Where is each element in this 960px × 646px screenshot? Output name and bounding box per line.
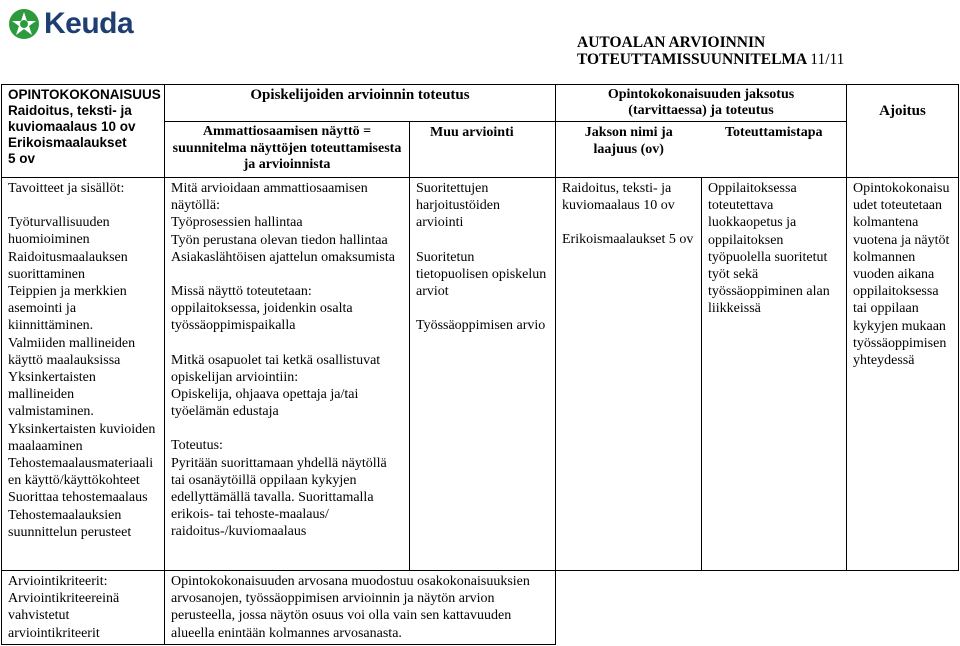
method-column-header: Toteuttamistapa xyxy=(702,122,847,178)
doc-title-line1: AUTOALAN ARVIOINNIN xyxy=(577,34,766,51)
grade-cell: Opintokokonaisuuden arvosana muodostuu osakokonaisuuksien arvosanojen, työssäoppimisen arvioinnin ja näytön arvion perusteella, jossa näytön osuus voi olla vain sen kattavuuden alueella enintään kolmannes arvosanasta. xyxy=(165,571,556,645)
other-assessment-header: Muu arviointi xyxy=(410,122,556,178)
assessment-group-header: Opiskelijoiden arvioinnin toteutus xyxy=(165,85,556,122)
demo-column-header: Ammattiosaamisen näyttö = suunnitelma näyttöjen toteuttamisesta ja arvioinnista xyxy=(165,122,410,178)
page-number: 11/11 xyxy=(810,51,845,68)
module-header: OPINTOKOKONAISUUS Raidoitus, teksti- ja kuviomaalaus 10 ov Erikoismaalaukset 5 ov xyxy=(2,85,165,178)
timing-cell: Opintokokonaisuudet toteutetaan kolmantena vuotena ja näytöt kolmannen vuoden aikana oppilaitoksessa tai oppilaan kykyjen mukaan työssäoppimisen yhteydessä xyxy=(847,178,959,571)
logo-text: Keuda xyxy=(44,7,134,40)
period-column-header: Jakson nimi ja laajuus (ov) xyxy=(556,122,702,178)
timing-header: Ajoitus xyxy=(847,85,959,178)
other-assessment-cell: Suoritettujen harjoitustöiden arviointi Suoritetun tietopuolisen opiskelun arviot Työssäoppimisen arvio xyxy=(410,178,556,571)
doc-title-line2: TOTEUTTAMISSUUNNITELMA xyxy=(577,51,807,68)
document-title xyxy=(577,34,844,68)
logo-leaf-icon xyxy=(8,8,40,40)
demo-cell: Mitä arvioidaan ammattiosaamisen näytöllä: Työprosessien hallintaa Työn perustana olevan tiedon hallintaa Asiakaslähtöisen ajattelun omaksumista Missä näyttö toteutetaan: oppilaitoksessa, joidenkin osalta työssäoppimispaikalla Mitkä osapuolet tai ketkä osallistuvat opiskelijan arviointiin: Opiskelija, ohjaava opettaja ja/tai työelämän edustaja Toteutus: Pyritään suorittamaan yhdellä näytöllä tai osanäytöillä oppilaan kykyjen edellyttämällä tavalla. Suorittamalla erikois- tai tehoste-maalaus/ raidoitus-/kuviomaalaus xyxy=(165,178,410,571)
goals-cell: Tavoitteet ja sisällöt: Työturvallisuuden huomioiminen Raidoitusmaalauksen suorittaminen Teippien ja merkkien asemointi ja kiinnittäminen. Valmiiden mallineiden käyttö maalauksissa Yksinkertaisten mallineiden valmistaminen. Yksinkertaisten kuvioiden maalaaminen Tehostemaalausmateriaalien käyttö/käyttökohteet Suorittaa tehostemaalaus Tehostemaalauksien suunnittelun perusteet xyxy=(2,178,165,571)
division-group-header: Opintokokonaisuuden jaksotus (tarvittaessa) ja toteutus xyxy=(556,85,847,122)
criteria-cell: Arviointikriteerit: Arviointikriteereinä vahvistetut arviointikriteerit xyxy=(2,571,165,645)
keuda-logo xyxy=(8,4,134,44)
assessment-plan-table xyxy=(1,84,959,645)
method-cell: Oppilaitoksessa toteutettava luokkaopetus ja oppilaitoksen työpuolella suoritetut työt sekä työssäoppiminen alan liikkeissä xyxy=(702,178,847,571)
period-cell: Raidoitus, teksti- ja kuviomaalaus 10 ov Erikoismaalaukset 5 ov xyxy=(556,178,702,571)
